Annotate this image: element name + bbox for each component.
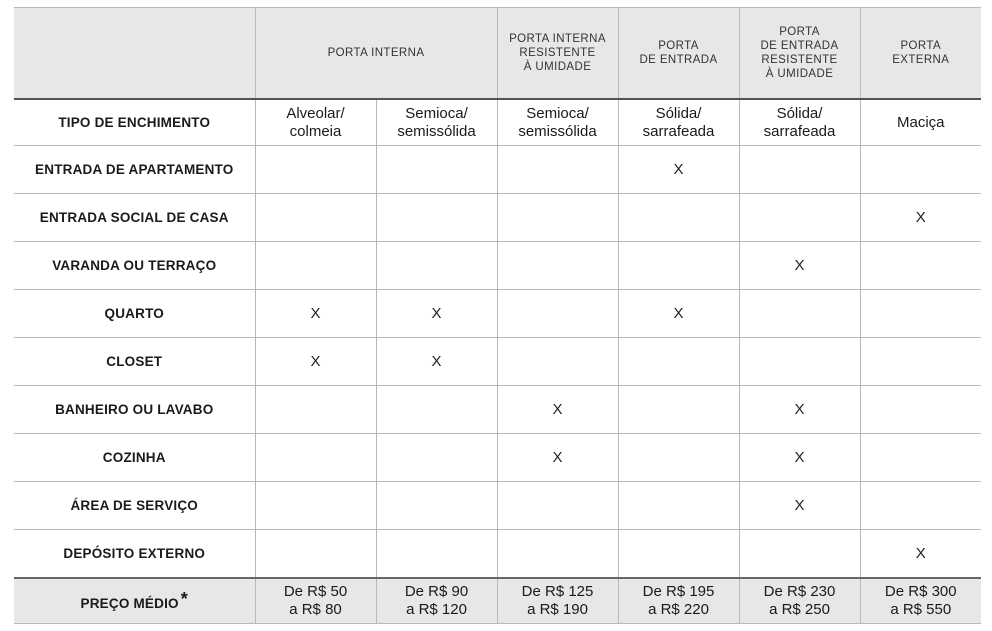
- check-mark: X: [431, 304, 442, 322]
- table-row: [14, 146, 981, 194]
- cell-line: Semioca/: [526, 104, 589, 122]
- mark-cell: [376, 146, 497, 194]
- mark-cell: [376, 434, 497, 482]
- header-porta-de-entrada-resistente: [739, 8, 860, 100]
- mark-cell: [255, 242, 376, 290]
- mark-cell: [255, 290, 376, 338]
- cell-line: De R$ 90: [404, 583, 469, 600]
- row-label: BANHEIRO OU LAVABO: [14, 386, 255, 434]
- row-label: ENTRADA SOCIAL DE CASA: [14, 194, 255, 242]
- header-line: À UMIDADE: [765, 68, 834, 80]
- row-label: COZINHA: [14, 434, 255, 482]
- price-cell: [618, 578, 739, 624]
- mark-cell: [618, 386, 739, 434]
- mark-cell: [255, 194, 376, 242]
- header-line: RESISTENTE: [519, 47, 596, 59]
- mark-cell: [255, 386, 376, 434]
- cell-line: a R$ 550: [890, 601, 952, 618]
- check-mark: X: [794, 448, 805, 466]
- mark-cell: [739, 530, 860, 579]
- table-row: [14, 482, 981, 530]
- row-label: CLOSET: [14, 338, 255, 386]
- row-label: [14, 578, 255, 624]
- header-porta-interna: [255, 8, 497, 100]
- check-mark: X: [552, 400, 563, 418]
- mark-cell: [860, 290, 981, 338]
- door-comparison-table: [14, 7, 981, 624]
- mark-cell: [255, 434, 376, 482]
- mark-cell: [255, 530, 376, 579]
- fill-cell: [255, 99, 376, 146]
- price-cell: [376, 578, 497, 624]
- price-row: [14, 578, 981, 624]
- header-line: PORTA: [900, 40, 942, 52]
- mark-cell: [618, 242, 739, 290]
- mark-cell: [497, 530, 618, 579]
- mark-cell: [739, 482, 860, 530]
- mark-cell: [739, 290, 860, 338]
- header-corner: [14, 8, 255, 100]
- header-row: [14, 8, 981, 100]
- check-mark: X: [552, 448, 563, 466]
- mark-cell: [497, 146, 618, 194]
- header-porta-interna-resistente: [497, 8, 618, 100]
- cell-line: a R$ 250: [769, 601, 830, 618]
- price-label: PREÇO MÉDIO: [80, 595, 179, 611]
- header-line: DE ENTRADA: [639, 54, 718, 66]
- mark-cell: [860, 194, 981, 242]
- mark-cell: [255, 338, 376, 386]
- price-cell: [255, 578, 376, 624]
- mark-cell: [739, 338, 860, 386]
- table-row: [14, 242, 981, 290]
- cell-line: Maciça: [897, 113, 945, 131]
- mark-cell: [376, 482, 497, 530]
- header-line: À UMIDADE: [523, 61, 592, 73]
- row-label: QUARTO: [14, 290, 255, 338]
- mark-cell: [618, 290, 739, 338]
- cell-line: semissólida: [518, 122, 597, 140]
- table-row: [14, 290, 981, 338]
- row-label: DEPÓSITO EXTERNO: [14, 530, 255, 579]
- table-row: [14, 386, 981, 434]
- check-mark: X: [915, 208, 926, 226]
- mark-cell: [860, 434, 981, 482]
- row-label: TIPO DE ENCHIMENTO: [14, 99, 255, 146]
- price-cell: [860, 578, 981, 624]
- mark-cell: [255, 482, 376, 530]
- mark-cell: [376, 386, 497, 434]
- mark-cell: [255, 146, 376, 194]
- cell-line: Sólida/: [776, 104, 823, 122]
- header-line: EXTERNA: [892, 54, 950, 66]
- table-row: [14, 194, 981, 242]
- fill-type-row: [14, 99, 981, 146]
- cell-line: sarrafeada: [763, 122, 836, 140]
- fill-cell: [860, 99, 981, 146]
- mark-cell: [618, 338, 739, 386]
- mark-cell: [860, 338, 981, 386]
- mark-cell: [376, 530, 497, 579]
- header-line: PORTA INTERNA: [327, 47, 425, 59]
- check-mark: X: [673, 160, 684, 178]
- mark-cell: [376, 290, 497, 338]
- check-mark: X: [673, 304, 684, 322]
- check-mark: X: [915, 544, 926, 562]
- header-line: RESISTENTE: [761, 54, 838, 66]
- check-mark: X: [310, 304, 321, 322]
- row-label: VARANDA OU TERRAÇO: [14, 242, 255, 290]
- cell-line: a R$ 190: [527, 601, 588, 618]
- asterisk-note: *: [180, 588, 188, 609]
- mark-cell: [860, 482, 981, 530]
- cell-line: a R$ 120: [406, 601, 467, 618]
- mark-cell: [739, 146, 860, 194]
- cell-line: Alveolar/: [286, 104, 345, 122]
- cell-line: Sólida/: [655, 104, 702, 122]
- cell-line: semissólida: [397, 122, 476, 140]
- check-mark: X: [794, 496, 805, 514]
- fill-cell: [497, 99, 618, 146]
- mark-cell: [860, 242, 981, 290]
- row-label: ENTRADA DE APARTAMENTO: [14, 146, 255, 194]
- row-label: ÁREA DE SERVIÇO: [14, 482, 255, 530]
- header-line: PORTA INTERNA: [509, 33, 606, 45]
- mark-cell: [618, 146, 739, 194]
- cell-line: colmeia: [289, 122, 342, 140]
- mark-cell: [739, 434, 860, 482]
- cell-line: De R$ 125: [521, 583, 594, 600]
- check-mark: X: [794, 256, 805, 274]
- mark-cell: [739, 386, 860, 434]
- cell-line: sarrafeada: [642, 122, 715, 140]
- cell-line: a R$ 220: [648, 601, 709, 618]
- header-line: PORTA: [779, 26, 820, 38]
- mark-cell: [739, 242, 860, 290]
- mark-cell: [497, 434, 618, 482]
- check-mark: X: [794, 400, 805, 418]
- header-line: DE ENTRADA: [760, 40, 839, 52]
- mark-cell: [860, 146, 981, 194]
- mark-cell: [497, 194, 618, 242]
- mark-cell: [618, 482, 739, 530]
- check-mark: X: [310, 352, 321, 370]
- mark-cell: [376, 338, 497, 386]
- header-porta-de-entrada: [618, 8, 739, 100]
- check-mark: X: [431, 352, 442, 370]
- mark-cell: [860, 386, 981, 434]
- cell-line: De R$ 300: [884, 583, 957, 600]
- mark-cell: [497, 386, 618, 434]
- price-cell: [739, 578, 860, 624]
- mark-cell: [497, 242, 618, 290]
- mark-cell: [376, 194, 497, 242]
- table-row: [14, 338, 981, 386]
- header-line: PORTA: [658, 40, 699, 52]
- mark-cell: [497, 482, 618, 530]
- table-row: [14, 434, 981, 482]
- fill-cell: [376, 99, 497, 146]
- cell-line: a R$ 80: [289, 601, 342, 618]
- fill-cell: [739, 99, 860, 146]
- cell-line: Semioca/: [405, 104, 468, 122]
- header-porta-externa: [860, 8, 981, 100]
- cell-line: De R$ 230: [763, 583, 836, 600]
- mark-cell: [376, 242, 497, 290]
- mark-cell: [739, 194, 860, 242]
- cell-line: De R$ 50: [283, 583, 348, 600]
- mark-cell: [618, 530, 739, 579]
- mark-cell: [618, 194, 739, 242]
- cell-line: De R$ 195: [642, 583, 715, 600]
- table-header: [14, 8, 981, 100]
- table-body: [14, 99, 981, 624]
- mark-cell: [497, 338, 618, 386]
- mark-cell: [860, 530, 981, 579]
- fill-cell: [618, 99, 739, 146]
- mark-cell: [497, 290, 618, 338]
- table-row: [14, 530, 981, 579]
- mark-cell: [618, 434, 739, 482]
- price-cell: [497, 578, 618, 624]
